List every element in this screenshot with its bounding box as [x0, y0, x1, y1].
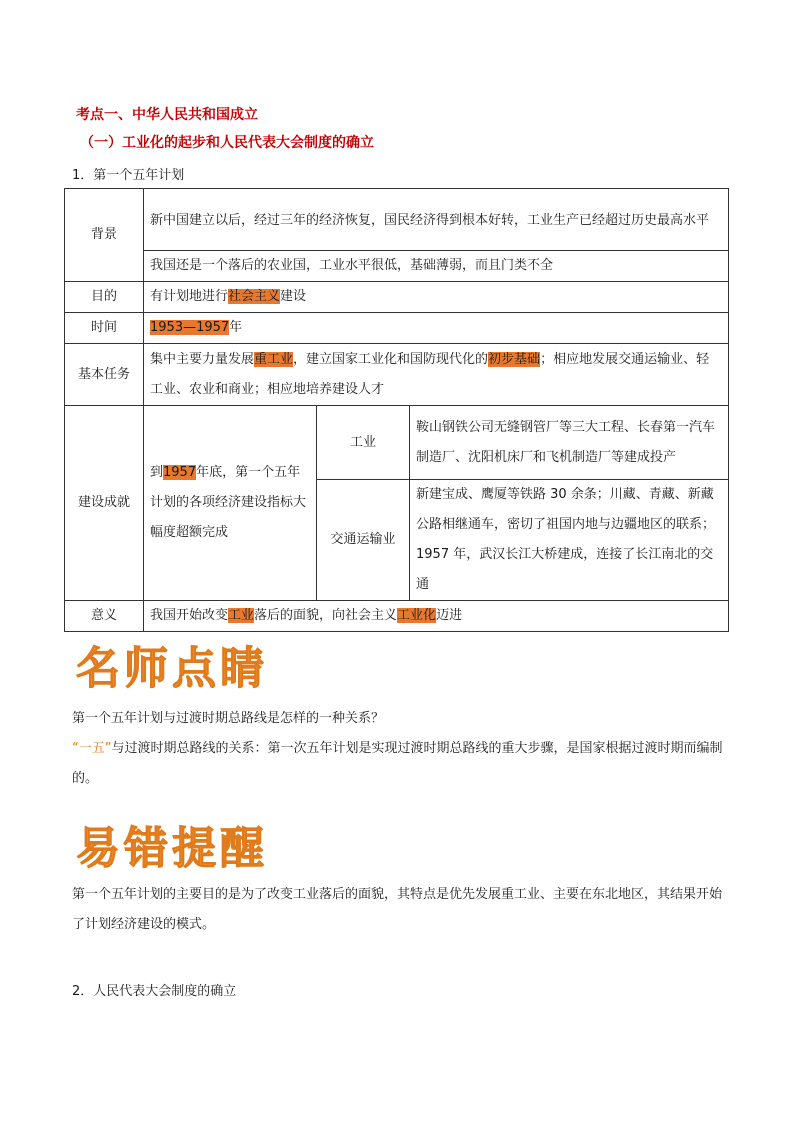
achievement-summary: 到1957年底，第一个五年计划的各项经济建设指标大幅度超额完成 — [144, 406, 317, 601]
topic-title-peoples-congress: 2．人民代表大会制度的确立 — [72, 984, 237, 999]
purpose-cell: 有计划地进行社会主义建设 — [144, 282, 729, 313]
section-heading: 考点一、中华人民共和国成立 — [76, 107, 258, 123]
question-text: 第一个五年计划与过渡时期总路线是怎样的一种关系？ — [72, 711, 385, 726]
task-label: 基本任务 — [65, 344, 144, 406]
five-year-plan-table — [64, 188, 729, 632]
task-cell: 集中主要力量发展重工业，建立国家工业化和国防现代化的初步基础；相应地发展交通运输业、轻工业、农业和商业；相应地培养建设人才 — [144, 344, 729, 406]
reminder-text: 第一个五年计划的主要目的是为了改变工业落后的面貌，其特点是优先发展重工业、主要在东北地区，其结果开始了计划经济建设的模式。 — [72, 887, 723, 932]
transport-text: 新建宝成、鹰厦等铁路 30 余条；川藏、青藏、新藏公路相继通车，密切了祖国内地与边疆地区的联系；1957 年，武汉长江大桥建成，连接了长江南北的交通 — [410, 480, 729, 601]
achievement-label: 建设成就 — [65, 406, 144, 601]
mistake-reminder-banner: 易错提醒 — [76, 823, 268, 874]
industry-label: 工业 — [317, 406, 410, 480]
tips-banner: 名师点睛 — [76, 643, 268, 694]
background-row-2: 我国还是一个落后的农业国，工业水平很低，基础薄弱，而且门类不全 — [144, 251, 729, 282]
highlight: 工业 — [228, 608, 255, 623]
highlight: 工业化 — [397, 608, 437, 623]
topic-title-five-year-plan: 1．第一个五年计划 — [72, 168, 185, 183]
transport-label: 交通运输业 — [317, 480, 410, 601]
background-row-1: 新中国建立以后，经过三年的经济恢复，国民经济得到根本好转，工业生产已经超过历史最高水平 — [144, 189, 729, 251]
highlight: 初步基础 — [488, 351, 541, 367]
background-label: 背景 — [65, 189, 144, 282]
industry-text: 鞍山钢铁公司无缝钢管厂等三大工程、长春第一汽车制造厂、沈阳机床厂和飞机制造厂等建成投产 — [410, 406, 729, 480]
time-label: 时间 — [65, 313, 144, 344]
purpose-label: 目的 — [65, 282, 144, 313]
subsection-heading: （一）工业化的起步和人民代表大会制度的确立 — [80, 135, 374, 151]
answer-quote: “一五” — [72, 741, 112, 756]
answer-text: “一五”与过渡时期总路线的关系：第一次五年计划是实现过渡时期总路线的重大步骤，是国家根据过渡时期而编制的。 — [72, 741, 723, 786]
highlight: 1957 — [163, 465, 197, 480]
highlight: 社会主义 — [228, 289, 281, 304]
meaning-label: 意义 — [65, 601, 144, 632]
meaning-cell: 我国开始改变工业落后的面貌，向社会主义工业化迈进 — [144, 601, 729, 632]
highlight: 1953—1957 — [150, 320, 230, 335]
highlight: 重工业 — [254, 351, 294, 367]
time-cell: 1953—1957年 — [144, 313, 729, 344]
